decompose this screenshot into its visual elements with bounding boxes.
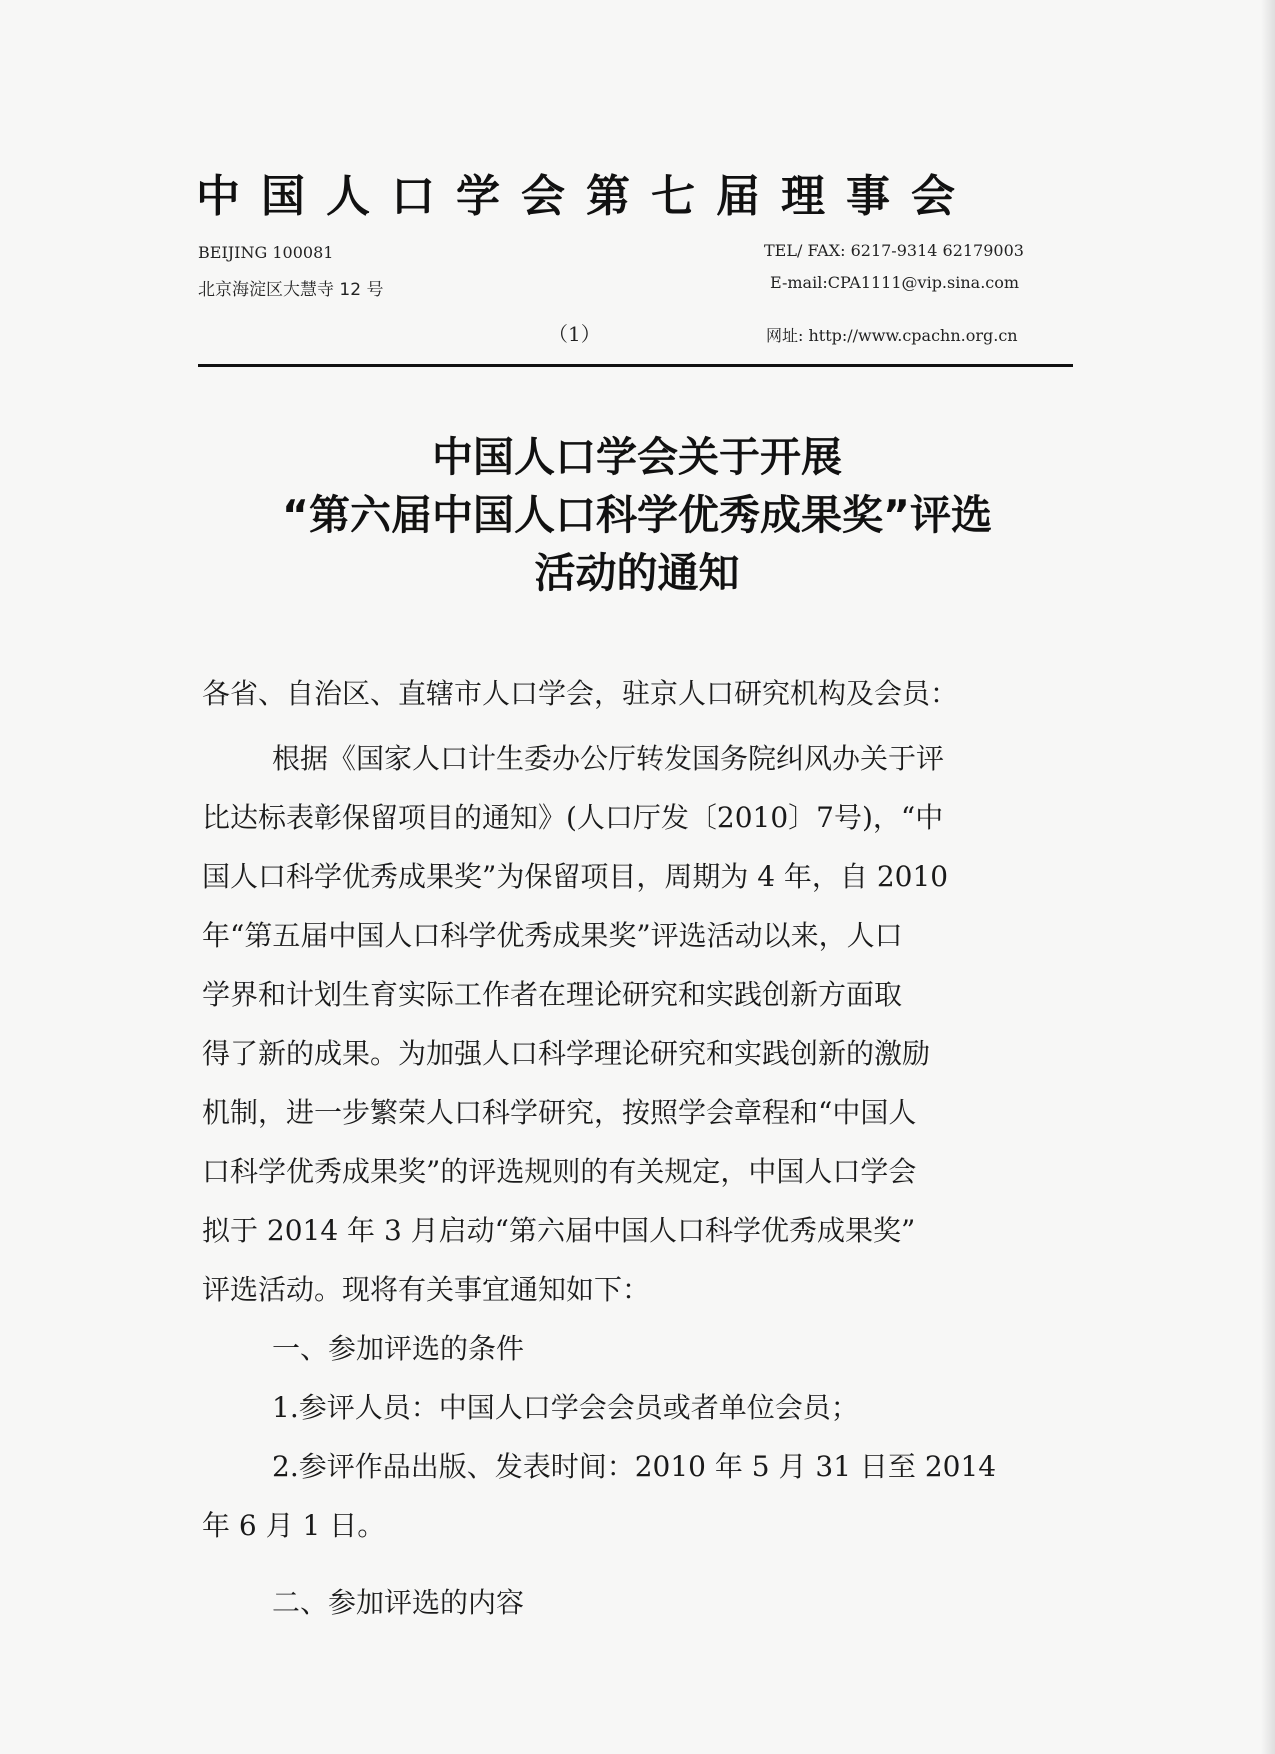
email: E-mail:CPA1111@vip.sina.com [770,273,1020,292]
paragraph-line: 年“第五届中国人口科学优秀成果奖”评选活动以来，人口 [202,919,903,952]
title-line: 活动的通知 [534,549,740,597]
section-heading: 一、参加评选的条件 [272,1332,525,1365]
address-cn: 北京海淀区大慧寺 12 号 [198,280,384,300]
document-number: （1） [548,322,601,346]
document-body [202,664,1074,1632]
list-item: 2.参评作品出版、发表时间：2010 年 5 月 31 日至 2014 [272,1450,997,1483]
paragraph-line: 口科学优秀成果奖”的评选规则的有关规定，中国人口学会 [202,1155,917,1188]
website: 网址: http://www.cpachn.org.cn [766,326,1018,345]
paragraph-line: 根据《国家人口计生委办公厅转发国务院纠风办关于评 [272,742,945,775]
paragraph-line: 国人口科学优秀成果奖”为保留项目，周期为 4 年，自 2010 [202,860,949,893]
document-title [198,428,1076,602]
title-line: “第六届中国人口科学优秀成果奖”评选 [282,491,992,539]
paragraph-line: 得了新的成果。为加强人口科学理论研究和实践创新的激励 [202,1037,931,1070]
phone-fax: TEL/ FAX: 6217-9314 62179003 [764,241,1024,260]
paragraph-line: 评选活动。现将有关事宜通知如下： [202,1273,651,1306]
page-edge-shadow [1261,0,1275,1754]
paragraph-line: 比达标表彰保留项目的通知》(人口厅发〔2010〕7号)，“中 [202,801,944,834]
section-heading: 二、参加评选的内容 [272,1586,525,1619]
paragraph-line: 机制，进一步繁荣人口科学研究，按照学会章程和“中国人 [202,1096,917,1129]
postal-code-en: BEIJING 100081 [198,243,334,262]
salutation: 各省、自治区、直辖市人口学会，驻京人口研究机构及会员： [202,677,959,710]
paragraph-line: 学界和计划生育实际工作者在理论研究和实践创新方面取 [202,978,903,1011]
letterhead-rule [198,364,1073,367]
letterhead-org-name: 中国人口学会第七届理事会 [196,171,976,222]
paragraph-line: 拟于 2014 年 3 月启动“第六届中国人口科学优秀成果奖” [202,1214,916,1247]
list-item-continuation: 年 6 月 1 日。 [202,1509,386,1542]
list-item: 1.参评人员：中国人口学会会员或者单位会员； [272,1391,859,1424]
title-line: 中国人口学会关于开展 [432,433,842,481]
